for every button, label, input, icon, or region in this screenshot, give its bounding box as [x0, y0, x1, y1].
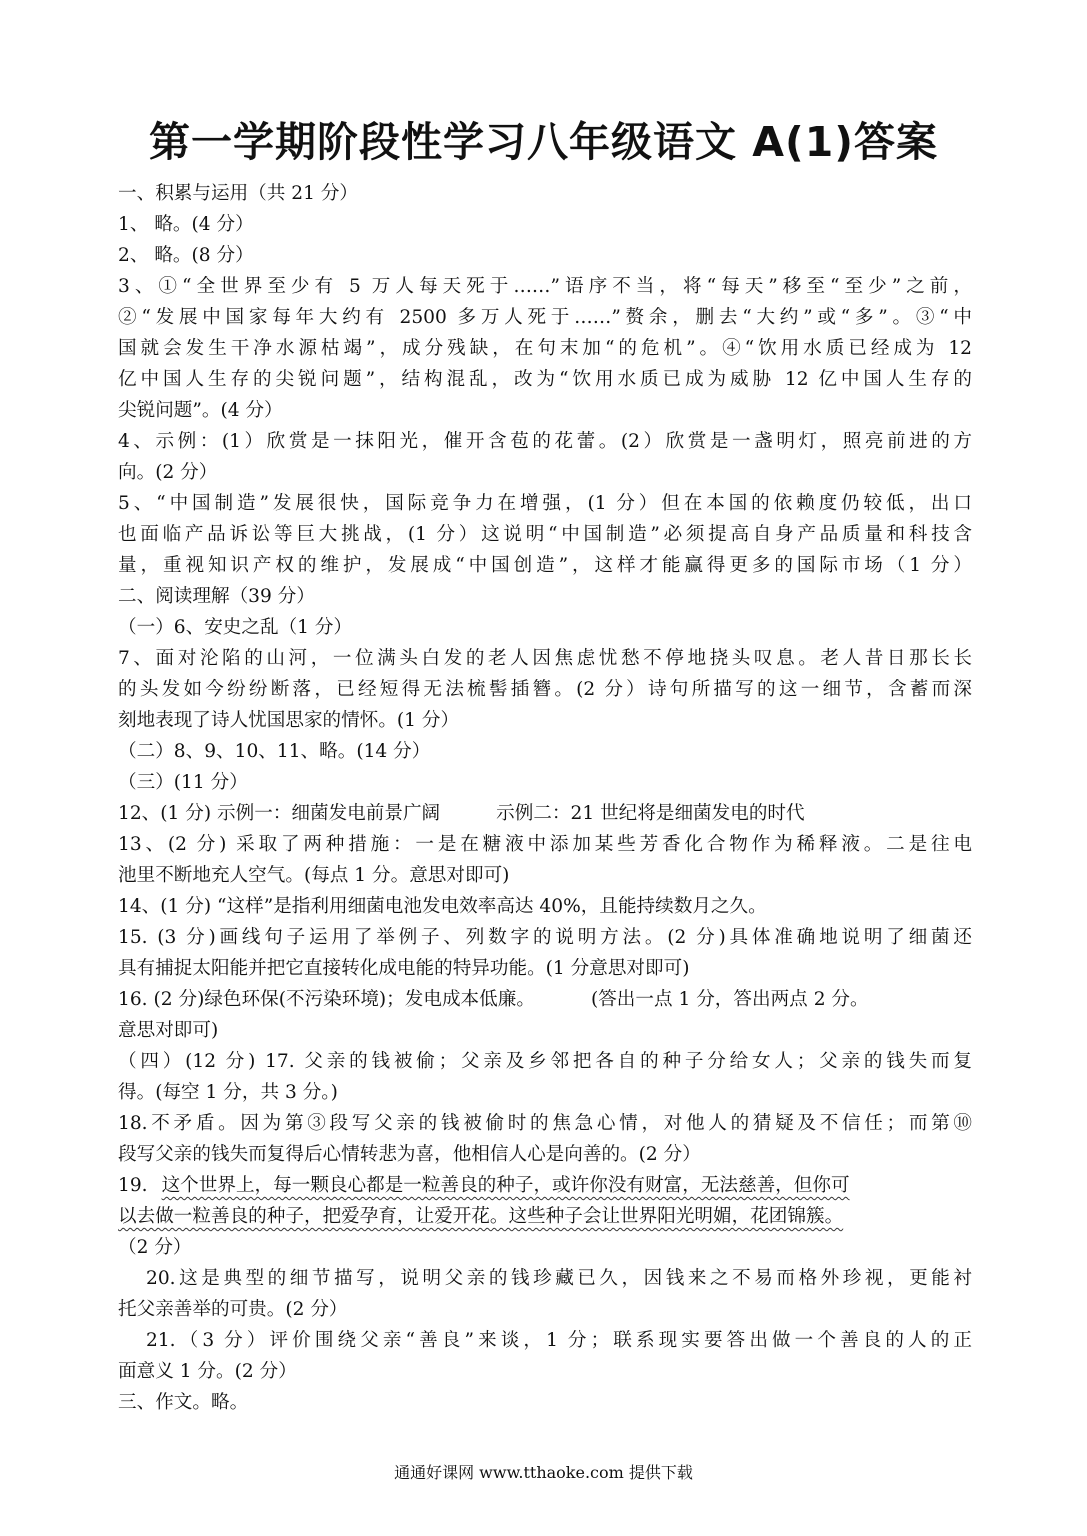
answer-line: 20.这是典型的细节描写，说明父亲的钱珍藏已久，因钱来之不易而格外珍视，更能衬: [146, 1268, 972, 1289]
answer-line: 3、①“全世界至少有 5 万人每天死于……”语序不当，将“每天”移至“至少”之前，: [118, 276, 972, 297]
answer-line: （四）(12 分) 17. 父亲的钱被偷；父亲及乡邻把各自的种子分给女人；父亲的钱失而复: [118, 1051, 972, 1072]
section-heading-2: 二、阅读理解（39 分）: [118, 586, 315, 607]
answer-body: [118, 178, 972, 1418]
answer-line: ②“发展中国家每年大约有 2500 多万人死于……”赘余，删去“大约”或“多”。③“中: [118, 307, 972, 328]
answer-line: 7、面对沦陷的山河，一位满头白发的老人因焦虑忧愁不停地挠头叹息。老人昔日那长长: [118, 648, 972, 669]
answer-line: 亿中国人生存的尖锐问题”，结构混乱，改为“饮用水质已成为威胁 12 亿中国人生存的: [118, 369, 972, 390]
answer-line: 13、(2 分) 采取了两种措施：一是在糖液中添加某些芳香化合物作为稀释液。二是往电: [118, 834, 972, 855]
answer-line: 15. (3 分)画线句子运用了举例子、列数字的说明方法。(2 分)具体准确地说明了细菌还: [118, 927, 972, 948]
answer-line: （2 分）: [118, 1237, 192, 1258]
answer-line: 的头发如今纷纷断落，已经短得无法梳髻插簪。(2 分）诗句所描写的这一细节，含蓄而深: [118, 679, 972, 700]
answer-line: 刻地表现了诗人忧国思家的情怀。(1 分）: [118, 710, 460, 731]
answer-19-underlined-text: 这个世界上，每一颗良心都是一粒善良的种子，或许你没有财富，无法慈善，但你可: [161, 1175, 850, 1196]
answer-line: 托父亲善举的可贵。(2 分）: [118, 1299, 348, 1320]
answer-line: 向。(2 分）: [118, 462, 218, 483]
section-heading-3: 三、作文。略。: [118, 1392, 249, 1413]
answer-line: 2、 略。(8 分）: [118, 245, 254, 266]
section-heading-1: 一、积累与运用（共 21 分）: [118, 183, 359, 204]
answer-line: 21.（3 分）评价围绕父亲“善良”来谈，1 分；联系现实要答出做一个善良的人的正: [146, 1330, 972, 1351]
answer-line: （二）8、9、10、11、略。(14 分）: [118, 741, 431, 762]
page-footer: 通通好课网 www.tthaoke.com 提供下载: [394, 1463, 693, 1482]
answer-line: 国就会发生干净水源枯竭”，成分残缺，在句末加“的危机”。④“饮用水质已经成为 12: [118, 338, 972, 359]
answer-line: 1、 略。(4 分）: [118, 214, 254, 235]
answer-line: 面意义 1 分。(2 分）: [118, 1361, 297, 1382]
answer-19-underlined-text: 以去做一粒善良的种子，把爱孕育，让爱开花。这些种子会让世界阳光明媚，花团锦簇。: [118, 1206, 844, 1227]
answer-line: 尖锐问题”。(4 分）: [118, 400, 283, 421]
answer-line: 具有捕捉太阳能并把它直接转化成电能的特异功能。(1 分意思对即可): [118, 958, 690, 979]
answer-line-16: [118, 984, 972, 1015]
answer-16-scoring: (答出一点 1 分，答出两点 2 分。: [590, 989, 869, 1010]
answer-line-19: [118, 1170, 972, 1201]
answer-line: 意思对即可): [118, 1020, 219, 1041]
document-title: 第一学期阶段性学习八年级语文 A(1)答案: [148, 118, 938, 166]
answer-line: （三）(11 分）: [118, 772, 248, 793]
answer-line: 量，重视知识产权的维护，发展成“中国创造”，这样才能赢得更多的国际市场（1 分）: [118, 555, 972, 576]
answer-line: 4、示例：(1）欣赏是一抹阳光，催开含苞的花蕾。(2）欣赏是一盏明灯，照亮前进的方: [118, 431, 972, 452]
answer-16-main: 16. (2 分)绿色环保(不污染环境)；发电成本低廉。: [118, 989, 535, 1010]
answer-line: 段写父亲的钱失而复得后心情转悲为喜，他相信人心是向善的。(2 分）: [118, 1144, 701, 1165]
answer-line: 18.不矛盾。因为第③段写父亲的钱被偷时的焦急心情，对他人的猜疑及不信任；而第⑩: [118, 1113, 972, 1134]
answer-line: 14、(1 分) “这样”是指利用细菌电池发电效率高达 40%，且能持续数月之久。: [118, 896, 767, 917]
answer-line: 5、“中国制造”发展很快，国际竞争力在增强，(1 分）但在本国的依赖度仍较低，出口: [118, 493, 972, 514]
answer-19-number: 19.: [118, 1175, 148, 1196]
answer-line-12: [118, 798, 972, 829]
answer-line: 得。(每空 1 分，共 3 分。): [118, 1082, 338, 1103]
answer-line: 也面临产品诉讼等巨大挑战，(1 分）这说明“中国制造”必须提高自身产品质量和科技含: [118, 524, 972, 545]
answer-12-example-1: 12、(1 分) 示例一：细菌发电前景广阔: [118, 803, 441, 824]
answer-line: [118, 1201, 972, 1232]
answer-line: 池里不断地充人空气。(每点 1 分。意思对即可): [118, 865, 510, 886]
answer-line: （一）6、安史之乱（1 分）: [118, 617, 353, 638]
answer-12-example-2: 示例二：21 世纪将是细菌发电的时代: [496, 803, 805, 824]
